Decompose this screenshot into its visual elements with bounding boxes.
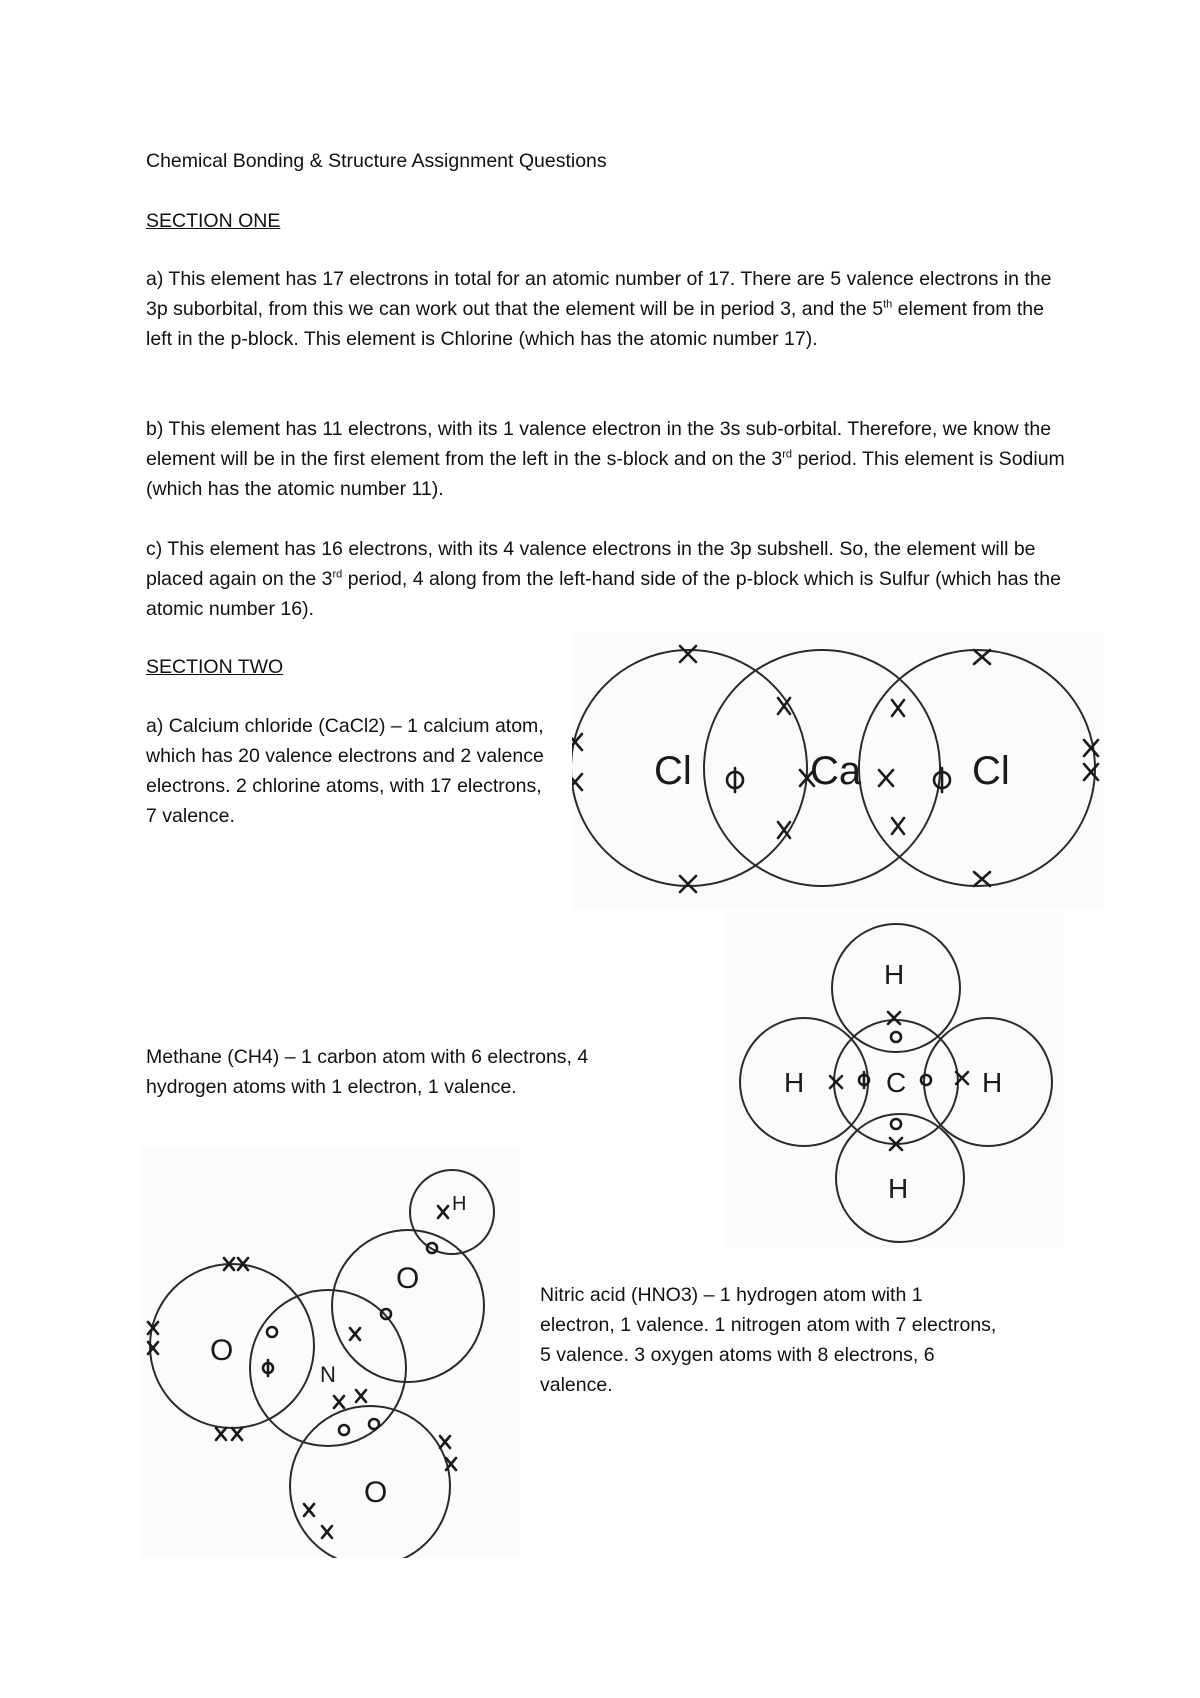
atom-label: H [784,1067,805,1098]
atom-label: N [320,1362,336,1387]
atom-label: O [364,1476,388,1509]
answer-2-nitric-acid: Nitric acid (HNO3) – 1 hydrogen atom with 1 electron, 1 valence. 1 nitrogen atom with 7 electrons, 5 valence. 3 oxygen atoms with 8 electrons, 6 valence. [540,1284,997,1396]
answer-1b: b) This element has 11 electrons, with its 1 valence electron in the 3s sub-orbital. Therefore, we know the element will be in the first element from the left in the s-block and on the 3rd period. This element is Sodium (which has the atomic number 11). [146,418,1065,500]
atom-label: H [982,1067,1003,1098]
atom-label: O [396,1262,420,1295]
atom-label: C [886,1067,907,1098]
answer-1c: c) This element has 16 electrons, with its 4 valence electrons in the 3p subshell. So, the element will be placed again on the 3rd period, 4 along from the left-hand side of the p-block which is Sulfur (which has the atomic number 16). [146,538,1061,620]
atom-label: H [888,1173,909,1204]
page-title: Chemical Bonding & Structure Assignment Questions [146,150,607,172]
answer-2-methane: Methane (CH4) – 1 carbon atom with 6 electrons, 4 hydrogen atoms with 1 electron, 1 valence. [146,1046,589,1098]
electron-crosses [148,1206,456,1538]
answer-2a-cacl2: a) Calcium chloride (CaCl2) – 1 calcium atom, which has 20 valence electrons and 2 valence electrons. 2 chlorine atoms, with 17 electrons, 7 valence. [146,715,544,827]
methane-diagram [724,912,1064,1248]
section-one-heading: SECTION ONE [146,210,281,232]
atom-label: Cl [972,749,1010,793]
answer-1a: a) This element has 17 electrons in total for an atomic number of 17. There are 5 valence electrons in the 3p suborbital, from this we can work out that the element will be in period 3, and the 5th element from the left in the p-block. This element is Chlorine (which has the atomic number 17). [146,268,1052,350]
section-two-heading: SECTION TWO [146,656,284,678]
oxygen-shell [332,1230,484,1382]
atom-label: Ca [810,749,862,793]
atom-label: O [210,1334,234,1367]
nitric-acid-diagram [140,1146,520,1558]
atom-label: Cl [654,749,692,793]
atom-label: H [452,1193,467,1215]
calcium-chloride-diagram [572,632,1104,910]
atom-label: H [884,959,905,990]
